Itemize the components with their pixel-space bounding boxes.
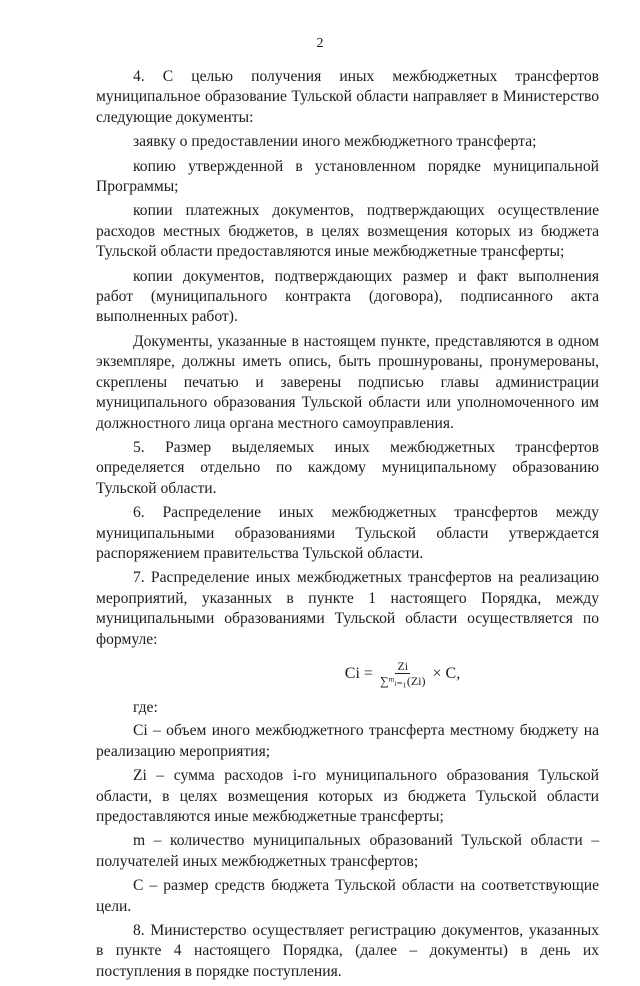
paragraph-item-5: 5. Размер выделяемых иных межбюджетных трансфертов определяется отдельно по каждому муниципальному образованию Тульской области. (96, 438, 599, 497)
distribution-formula (96, 654, 599, 694)
paragraph-program-copy: копию утвержденной в установленном порядке муниципальной Программы; (96, 157, 599, 196)
paragraph-item-7: 7. Распределение иных межбюджетных трансфертов на реализацию мероприятий, указанных в пункте 1 настоящего Порядка, между муниципальными образованиями Тульской области осуществляется по формуле: (96, 569, 599, 648)
paragraph-payment-docs: копии платежных документов, подтверждающих осуществление расходов местных бюджетов, в целях возмещения которых из бюджета Тульской области предоставляются иные межбюджетные трансферты; (96, 202, 599, 261)
definition-zi: Zi – сумма расходов i-го муниципального образования Тульской области, в целях возмещения которых из бюджета Тульской области предоставляются иные межбюджетные трансферты; (96, 767, 599, 825)
page-number: 2 (316, 36, 324, 51)
formula-fraction (378, 659, 428, 688)
paragraph-item-4: 4. С целью получения иных межбюджетных трансфертов муниципальное образование Тульской области направляет в Министерство следующие документы: (96, 68, 599, 126)
where-label: где: (133, 698, 158, 716)
paragraph-application: заявку о предоставлении иного межбюджетного трансферта; (133, 133, 537, 151)
formula-numerator: Zi (397, 659, 409, 674)
paragraph-item-8: 8. Министерство осуществляет регистрацию документов, указанных в пункте 4 настоящего Порядка, (далее – документы) в день их поступления в порядке поступления. (96, 922, 599, 980)
formula-rhs: × C, (432, 664, 461, 682)
formula-lhs: Ci = (344, 664, 373, 682)
definition-m: m – количество муниципальных образований Тульской области – получателей иных межбюджетных трансфертов; (96, 832, 599, 870)
formula-denominator: ∑ᵐᵢ₌₁(Zi) (379, 674, 426, 689)
definition-ci: Ci – объем иного межбюджетного трансферта местному бюджету на реализацию мероприятия; (96, 722, 599, 760)
definition-c: С – размер средств бюджета Тульской области на соответствующие цели. (96, 877, 599, 915)
paragraph-item-6: 6. Распределение иных межбюджетных трансфертов между муниципальными образованиями Тульской области утверждается распоряжением правительства Тульской области. (96, 504, 599, 562)
paragraph-work-docs: копии документов, подтверждающих размер и факт выполнения работ (муниципального контракта (договора), подписанного акта выполненных работ). (96, 267, 599, 326)
document-body (96, 67, 599, 986)
paragraph-documents-requirements: Документы, указанные в настоящем пункте, представляются в одном экземпляре, должны иметь опись, быть прошнурованы, пронумерованы, скреплены печатью и заверены подписью главы администрации муниципального образования Тульской области или уполномоченного им должностного лица органа местного самоуправления. (96, 332, 599, 432)
